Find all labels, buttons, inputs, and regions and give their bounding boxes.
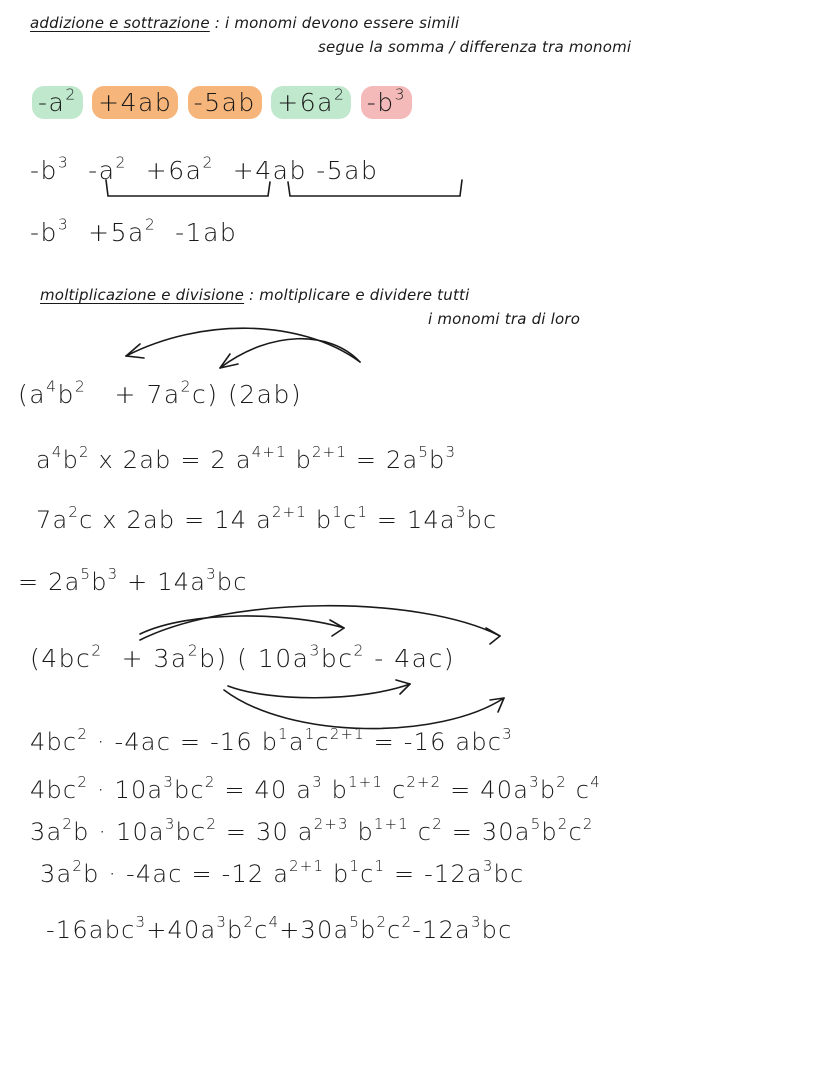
section1-title: addizione e sottrazione	[30, 14, 210, 32]
section2-colon: :	[249, 286, 255, 304]
product-2-step-1: $4bc^2 \cdot -4ac = -16$ $b^1a^1c^{2+1} = -16$ abc$^3$	[30, 724, 513, 756]
arrow-3a2b-to-10a3bc2	[228, 684, 410, 698]
product-1-step-2: $7a^2c$ x 2ab = 14 $a^{2+1}$ $b^1c^1 = 14a^3bc$	[36, 502, 498, 534]
arrow-to-a4b2	[126, 328, 360, 362]
product-1-step-1: $a^4b^2$ x 2ab = 2 $a^{4+1}$ $b^{2+1} = 2a^5b^3$	[36, 442, 457, 474]
bracket-ab-terms	[288, 180, 462, 196]
product-1-expression: ($a^4b^2$ + $7a^2c$) (2ab)	[18, 377, 303, 409]
term-2: +4ab	[92, 86, 178, 119]
section1-rule-line2: segue la somma / differenza tra monomi	[318, 38, 632, 56]
product-1-result: = $2a^5b^3 + 14a^3bc$	[18, 564, 248, 596]
product-2-expression: $(4bc^2 + 3a^2b)$ ( $10a^3bc^2 - 4ac$)	[30, 641, 455, 673]
section2-rule-line1: moltiplicare e dividere tutti	[259, 286, 470, 304]
term-3: -5ab	[188, 86, 262, 119]
expression-2: $-b^3$ $-a^2 +6a^2 +4ab$ -5ab	[30, 153, 379, 185]
product-2-step-2: $4bc^2 \cdot 10a^3bc^2 = 40$ $a^3$ $b^{1+1}$ $c^{2+2} = 40a^3b^2$ $c^4$	[30, 772, 601, 804]
section2-rule-line2: i monomi tra di loro	[428, 310, 581, 328]
expr2-term-b: -b	[30, 156, 58, 185]
term-4: $+6a^2$	[271, 86, 351, 119]
expr2-term-6a2: +6a	[145, 156, 203, 185]
expression-3: $-b^3 +5a^2$ -1ab	[30, 215, 238, 247]
product-2-result: $-16abc^3+40a^3b^2c^4+30a^5b^2c^2-12a^3bc$	[46, 912, 513, 944]
product-2-step-3: $3a^2b \cdot 10a^3bc^2 = 30$ $a^{2+3}$ $b^{1+1}$ $c^2 = 30a^5b^2c^2$	[30, 814, 594, 846]
expr2-term-a2: -a	[88, 156, 116, 185]
section2-title: moltiplicazione e divisione	[40, 286, 245, 304]
term-1: $-a^2$	[32, 86, 83, 119]
arrow-to-7a2c	[220, 339, 360, 368]
term-5: $-b^3$	[361, 86, 412, 119]
section1-colon: :	[214, 14, 221, 32]
bracket-a-terms	[106, 180, 270, 196]
expr2-terms-ab: +4ab -5ab	[232, 156, 379, 185]
product-2-step-4: $3a^2b \cdot -4ac = -12$ $a^{2+1}$ $b^1c^1 = -12a^3bc$	[40, 856, 525, 888]
section1-rule-line1: i monomi devono essere simili	[225, 14, 460, 32]
arrow-4bc2-to-10a3bc2	[140, 616, 344, 634]
